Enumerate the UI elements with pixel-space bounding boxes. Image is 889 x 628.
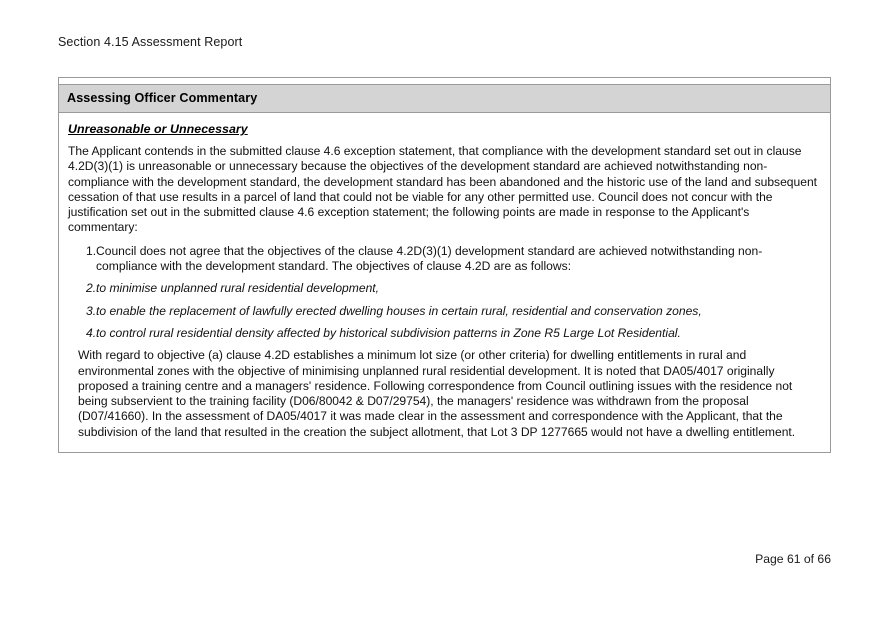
list-item-number: 3. (86, 303, 97, 318)
document-header-title: Section 4.15 Assessment Report (58, 35, 243, 49)
list-item-number: 1. (86, 243, 97, 258)
list-item (68, 326, 821, 341)
list-item-text: to minimise unplanned rural residential development, (96, 281, 380, 296)
list-item-text: Council does not agree that the objectives of the clause 4.2D(3)(1) development standard are achieved notwithstanding non-compliance with the development standard. The objectives of clause 4.2D are as follows: (96, 243, 763, 274)
closing-paragraph: With regard to objective (a) clause 4.2D establishes a minimum lot size (or other criteria) for dwelling entitlements in rural and environmental zones with the objective of minimising unplanned rural residential development. It is noted that DA05/4017 originally proposed a training centre and a managers' residence. Following correspondence from Council outlining issues with the residence not being subservient to the training facility (D06/80042 & D07/29754), the managers' residence was withdrawn from the proposal (D07/41660). In the assessment of DA05/4017 it was made clear in the assessment and correspondence with the Applicant, that the subdivision of the land that resulted in the creation the subject allotment, that Lot 3 DP 1277665 would not have a dwelling entitlement. (78, 348, 796, 439)
list-item-number: 2. (86, 281, 97, 296)
list-item-text: to enable the replacement of lawfully erected dwelling houses in certain rural, residential and conservation zones, (96, 303, 702, 318)
list-item (68, 304, 821, 319)
section-subheading: Unreasonable or Unnecessary (68, 122, 248, 136)
page-number-footer: Page 61 of 66 (755, 552, 831, 566)
list-item (68, 281, 821, 296)
assessing-officer-commentary-table (58, 77, 831, 453)
table-spacer-row (59, 78, 830, 85)
list-item-number: 4. (86, 325, 97, 340)
intro-paragraph: The Applicant contends in the submitted clause 4.6 exception statement, that compliance with the development standard set out in clause 4.2D(3)(1) is unreasonable or unnecessary because the objectives of the development standard are achieved notwithstanding non-compliance with the development standard, the development standard has been abandoned and the historic use of the land and subsequent cessation of that use results in a parcel of land that could not be viable for any other permitted use. Council does not concur with the justification set out in the submitted clause 4.6 exception statement; the following points are made in response to the Applicant's commentary: (68, 144, 818, 235)
table-body-row (59, 113, 830, 452)
table-header-row (59, 85, 830, 113)
objectives-list (68, 244, 821, 341)
list-item (68, 244, 821, 275)
table-header-label: Assessing Officer Commentary (67, 91, 258, 105)
list-item-text: to control rural residential density affected by historical subdivision patterns in Zone R5 Large Lot Residential. (96, 325, 681, 340)
